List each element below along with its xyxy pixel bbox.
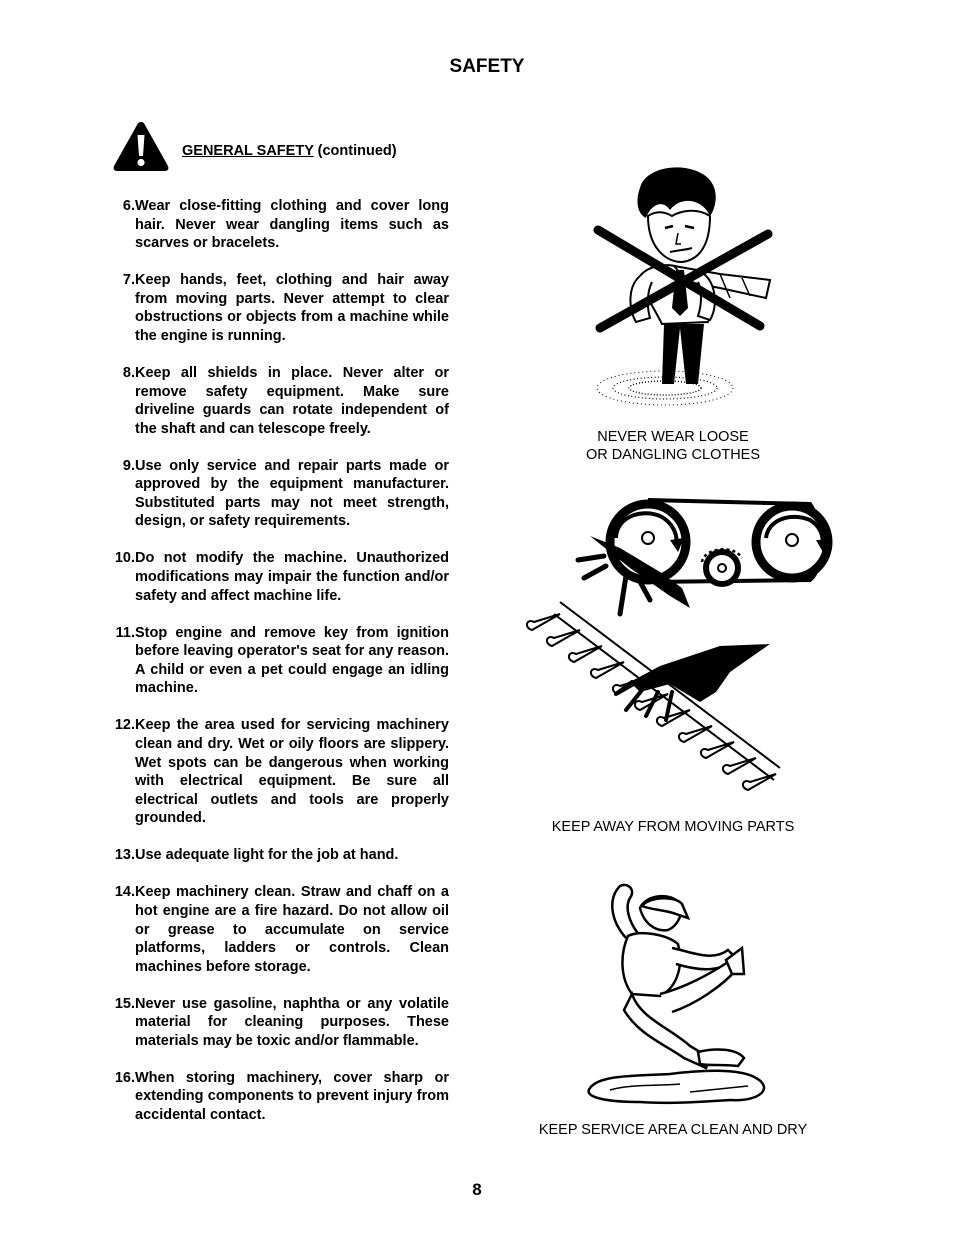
item-text: When storing machinery, cover sharp or extending components to prevent injury from accidental contact.: [135, 1069, 449, 1124]
list-item: [95, 624, 449, 698]
list-item: [95, 846, 449, 865]
item-number: 14.: [114, 884, 135, 901]
item-text: Keep the area used for servicing machinery clean and dry. Wet or oily floors are slippery. Wet spots can be dangerous when working with electrical equipment. Be sure all electrical outlets and tools are properly grounded.: [135, 717, 449, 827]
item-number: 16.: [114, 1069, 135, 1086]
item-number: 12.: [114, 717, 135, 734]
page-title: SAFETY: [449, 56, 525, 77]
item-number: 10.: [114, 550, 135, 567]
item-number: 9.: [122, 457, 135, 474]
list-item: [95, 364, 449, 438]
item-text: Keep all shields in place. Never alter or remove safety equipment. Make sure driveline guards can rotate independent of the shaft and can telescope freely.: [135, 364, 449, 437]
item-text: Wear close-fitting clothing and cover long hair. Never wear dangling items such as scarves or bracelets.: [135, 198, 449, 252]
section-heading-title: GENERAL SAFETY: [182, 143, 314, 159]
list-item: [95, 271, 449, 345]
item-number: 13.: [114, 847, 135, 864]
item-text: Do not modify the machine. Unauthorized modifications may impair the function and/or safety and affect machine life.: [135, 550, 449, 604]
item-text: Use only service and repair parts made or approved by the equipment manufacturer. Substituted parts may not meet strength, design, or safety requirements.: [135, 457, 449, 530]
loose-clothing-caption: [560, 428, 786, 464]
caption-line: NEVER WEAR LOOSE: [597, 429, 749, 445]
item-text: Use adequate light for the job at hand.: [135, 847, 399, 864]
item-number: 15.: [114, 995, 135, 1012]
list-item: [95, 716, 449, 828]
warning-triangle-icon: [112, 120, 170, 172]
item-text: Stop engine and remove key from ignition before leaving operator's seat for any reason. A child or even a pet could engage an idling machine.: [135, 624, 449, 697]
list-item: [95, 883, 449, 976]
caption-line: OR DANGLING CLOTHES: [585, 447, 761, 463]
list-item: [95, 457, 449, 531]
item-text: Keep hands, feet, clothing and hair away from moving parts. Never attempt to clear obstructions or objects from a machine while the engine is running.: [135, 272, 449, 344]
item-text: Keep machinery clean. Straw and chaff on a hot engine are a fire hazard. Do not allow oil or grease to accumulate on service platforms, ladders or controls. Clean machines before storage.: [135, 884, 449, 975]
page-number: 8: [472, 1180, 482, 1199]
list-item: [95, 197, 449, 253]
loose-clothing-illustration: [570, 158, 790, 414]
safety-list: [95, 197, 449, 1143]
list-item: [95, 995, 449, 1051]
item-number: 8.: [122, 364, 135, 381]
list-item: [95, 1069, 449, 1125]
item-number: 6.: [122, 198, 135, 214]
item-number: 7.: [122, 272, 135, 289]
list-item: [95, 549, 449, 605]
section-heading-suffix: (continued): [313, 143, 397, 159]
moving-parts-caption: KEEP AWAY FROM MOVING PARTS: [551, 819, 795, 835]
item-number: 11.: [115, 624, 135, 641]
clean-dry-caption: KEEP SERVICE AREA CLEAN AND DRY: [538, 1122, 808, 1138]
slipping-man-illustration: [580, 878, 780, 1108]
item-text: Never use gasoline, naphtha or any volatile material for cleaning purposes. These materials may be toxic and/or flammable.: [135, 995, 449, 1049]
section-heading: [182, 143, 397, 159]
moving-parts-illustration: [520, 496, 834, 806]
